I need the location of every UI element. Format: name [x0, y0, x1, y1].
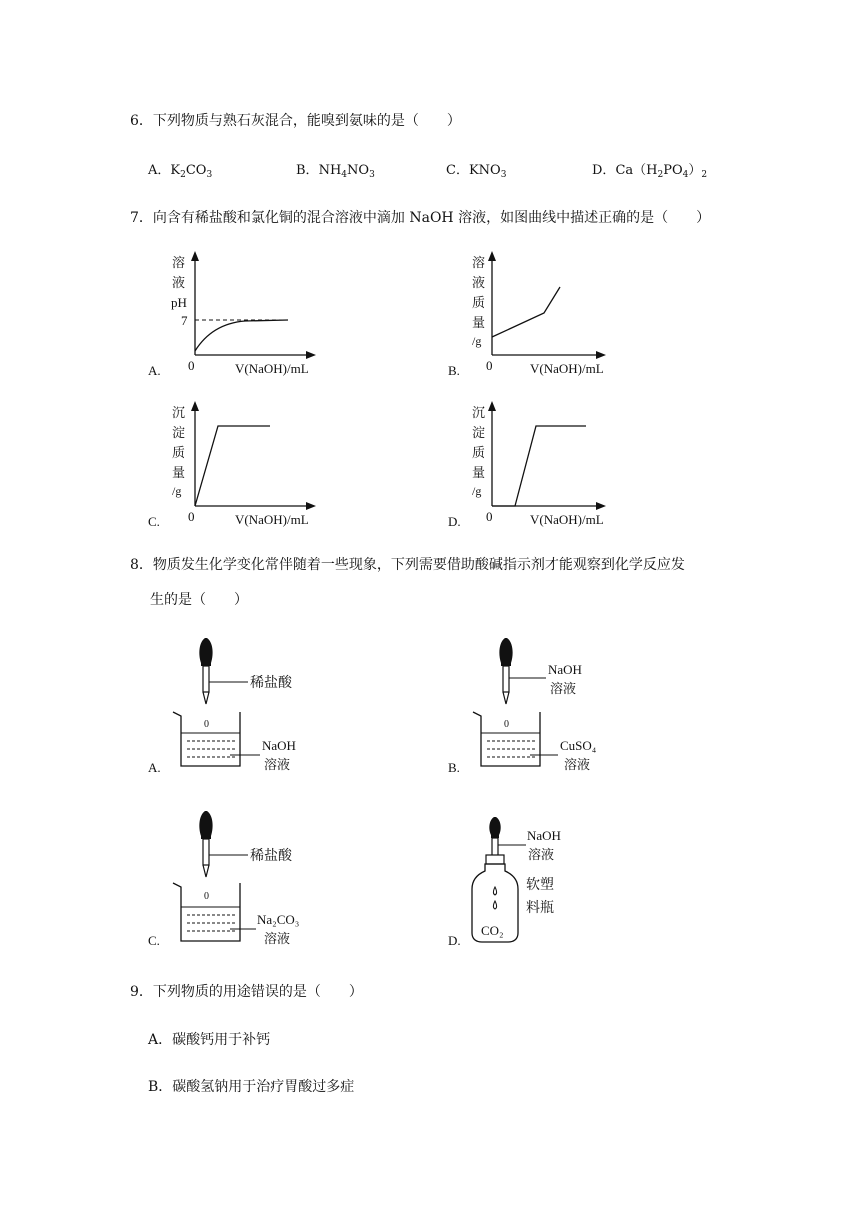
formula-part: Ca（H: [615, 163, 658, 178]
beaker-mark: 0: [204, 719, 209, 730]
y-axis-arrow: [488, 401, 496, 411]
formula-part: NO: [347, 163, 370, 178]
precipitate-curve: [195, 426, 270, 506]
dropper-label: 稀盐酸: [250, 848, 292, 864]
x-axis-label: V(NaOH)/mL: [235, 361, 309, 376]
question-8-stem-line-2: 生的是（ ）: [150, 592, 248, 608]
y-label-char: 淀: [172, 426, 186, 441]
formula-subscript: 3: [500, 170, 507, 180]
option-d-label: D.: [448, 514, 461, 529]
y-label-char: 淀: [472, 426, 486, 441]
setup-d-dropper-bottle[interactable]: [440, 803, 640, 953]
question-7-stem: 7．向含有稀盐酸和氯化铜的混合溶液中滴加 NaOH 溶液，如图曲线中描述正确的是（ ）: [130, 210, 711, 226]
formula-subscript: 3: [369, 170, 375, 180]
y-label-char: 量: [172, 466, 186, 481]
option-b-label: B.: [448, 760, 460, 775]
dropper-bulb: [489, 817, 500, 838]
formula-part: PO: [663, 163, 683, 178]
formula-subscript: 2: [657, 170, 664, 180]
y-label-char: 溶: [472, 256, 486, 271]
y-label-char: 液: [172, 276, 186, 291]
formula-part: K: [170, 163, 181, 178]
formula-part: KNO: [468, 163, 501, 178]
x-axis-arrow: [596, 502, 606, 510]
beaker-label-line-1: CuSO₄: [560, 738, 597, 753]
y-label-char: 量: [472, 316, 486, 331]
y-label-char: 质: [172, 446, 186, 461]
x-axis-label: V(NaOH)/mL: [530, 361, 604, 376]
beaker-label-line-2: 溶液: [264, 932, 291, 947]
origin-label: 0: [188, 509, 195, 524]
mass-curve: [492, 287, 560, 337]
dropper-tube: [503, 666, 509, 692]
y-label-unit: pH: [171, 295, 187, 310]
question-8-stem-line-1: 8．物质发生化学变化常伴随着一些现象，下列需要借助酸碱指示剂才能观察到化学反应发: [130, 557, 685, 573]
y-label-unit: /g: [472, 334, 482, 348]
precipitate-curve: [492, 426, 586, 506]
beaker-label-line-1: Na₂CO₃: [257, 912, 300, 927]
formula-part: ）: [688, 163, 702, 178]
setup-c-dropper-beaker[interactable]: [140, 803, 340, 953]
y-label-char: 沉: [172, 406, 186, 421]
x-axis-label: V(NaOH)/mL: [530, 512, 604, 527]
setup-a-dropper-beaker[interactable]: [140, 630, 340, 780]
y-label-char: 沉: [472, 406, 486, 421]
y-label-char: 溶: [172, 256, 186, 271]
option-b-label: B．: [296, 163, 319, 178]
formula-part: CO: [185, 163, 207, 178]
beaker-mark: 0: [204, 891, 209, 902]
option-a-label: A.: [148, 363, 161, 378]
y-label-char: 液: [472, 276, 486, 291]
y-axis-arrow: [191, 251, 199, 261]
dropper-label: 稀盐酸: [250, 675, 292, 691]
question-6-option-b[interactable]: [296, 163, 375, 179]
setup-b-dropper-beaker[interactable]: [440, 630, 640, 780]
y-tick-7: 7: [181, 313, 188, 328]
x-axis-arrow: [306, 502, 316, 510]
formula-part: NH: [318, 163, 342, 178]
formula-subscript: 3: [206, 170, 213, 180]
graph-b-solution-mass[interactable]: [440, 245, 640, 385]
droplet: [494, 901, 497, 909]
y-axis-arrow: [191, 401, 199, 411]
option-d-label: D.: [448, 933, 461, 948]
graph-a-ph[interactable]: [140, 245, 340, 385]
origin-label: 0: [486, 509, 493, 524]
dropper-bulb: [199, 811, 212, 839]
dropper-label-line-2: 溶液: [550, 682, 577, 697]
formula-subscript: 4: [682, 170, 689, 180]
y-axis-arrow: [488, 251, 496, 261]
x-axis-arrow: [306, 351, 316, 359]
bottle-stopper: [486, 855, 504, 864]
question-6-option-c[interactable]: [446, 163, 506, 179]
bottle-label-line-1: 软塑: [526, 877, 554, 893]
dropper-tube: [203, 839, 209, 865]
option-c-label: C.: [148, 933, 160, 948]
question-6-option-a[interactable]: [148, 163, 212, 179]
formula-subscript: 4: [341, 170, 348, 180]
option-a-label: A．: [148, 163, 171, 178]
beaker-mark: 0: [504, 719, 509, 730]
x-axis-arrow: [596, 351, 606, 359]
question-6-option-d[interactable]: [592, 163, 707, 179]
graph-d-precipitate-mass[interactable]: [440, 395, 640, 535]
dropper-tip: [503, 692, 509, 704]
question-9-stem: 9．下列物质的用途错误的是（ ）: [130, 984, 363, 1000]
dropper-bulb: [199, 638, 212, 666]
dropper-label-line-1: NaOH: [527, 828, 561, 843]
option-c-label: C．: [446, 163, 469, 178]
dropper-label-line-2: 溶液: [528, 848, 555, 863]
beaker-label-line-1: NaOH: [262, 738, 296, 753]
question-9-option-b[interactable]: B．碳酸氢钠用于治疗胃酸过多症: [148, 1079, 355, 1095]
graph-c-precipitate-mass[interactable]: [140, 395, 340, 535]
formula-subscript: 2: [180, 170, 186, 180]
ph-curve: [195, 320, 288, 351]
beaker-label-line-2: 溶液: [564, 758, 591, 773]
y-label-unit: /g: [472, 484, 482, 498]
y-label-char: 量: [472, 466, 486, 481]
bottle-label-line-2: 料瓶: [526, 900, 554, 916]
dropper-label-line-1: NaOH: [548, 662, 582, 677]
y-label-char: 质: [472, 446, 486, 461]
question-9-option-a[interactable]: A．碳酸钙用于补钙: [148, 1032, 271, 1048]
x-axis-label: V(NaOH)/mL: [235, 512, 309, 527]
y-label-unit: /g: [172, 484, 182, 498]
gas-label: CO₂: [481, 923, 504, 938]
option-d-label: D．: [592, 163, 616, 178]
formula-subscript: 2: [701, 170, 708, 180]
option-a-label: A.: [148, 760, 161, 775]
dropper-tip: [203, 692, 209, 704]
option-c-label: C.: [148, 514, 160, 529]
droplet: [494, 887, 497, 895]
origin-label: 0: [486, 358, 493, 373]
origin-label: 0: [188, 358, 195, 373]
dropper-tube: [203, 666, 209, 692]
dropper-bulb: [499, 638, 512, 666]
option-b-label: B.: [448, 363, 460, 378]
beaker-label-line-2: 溶液: [264, 758, 291, 773]
question-6-stem: 6．下列物质与熟石灰混合，能嗅到氨味的是（ ）: [130, 113, 461, 129]
dropper-tip: [203, 865, 209, 877]
y-label-char: 质: [472, 296, 486, 311]
